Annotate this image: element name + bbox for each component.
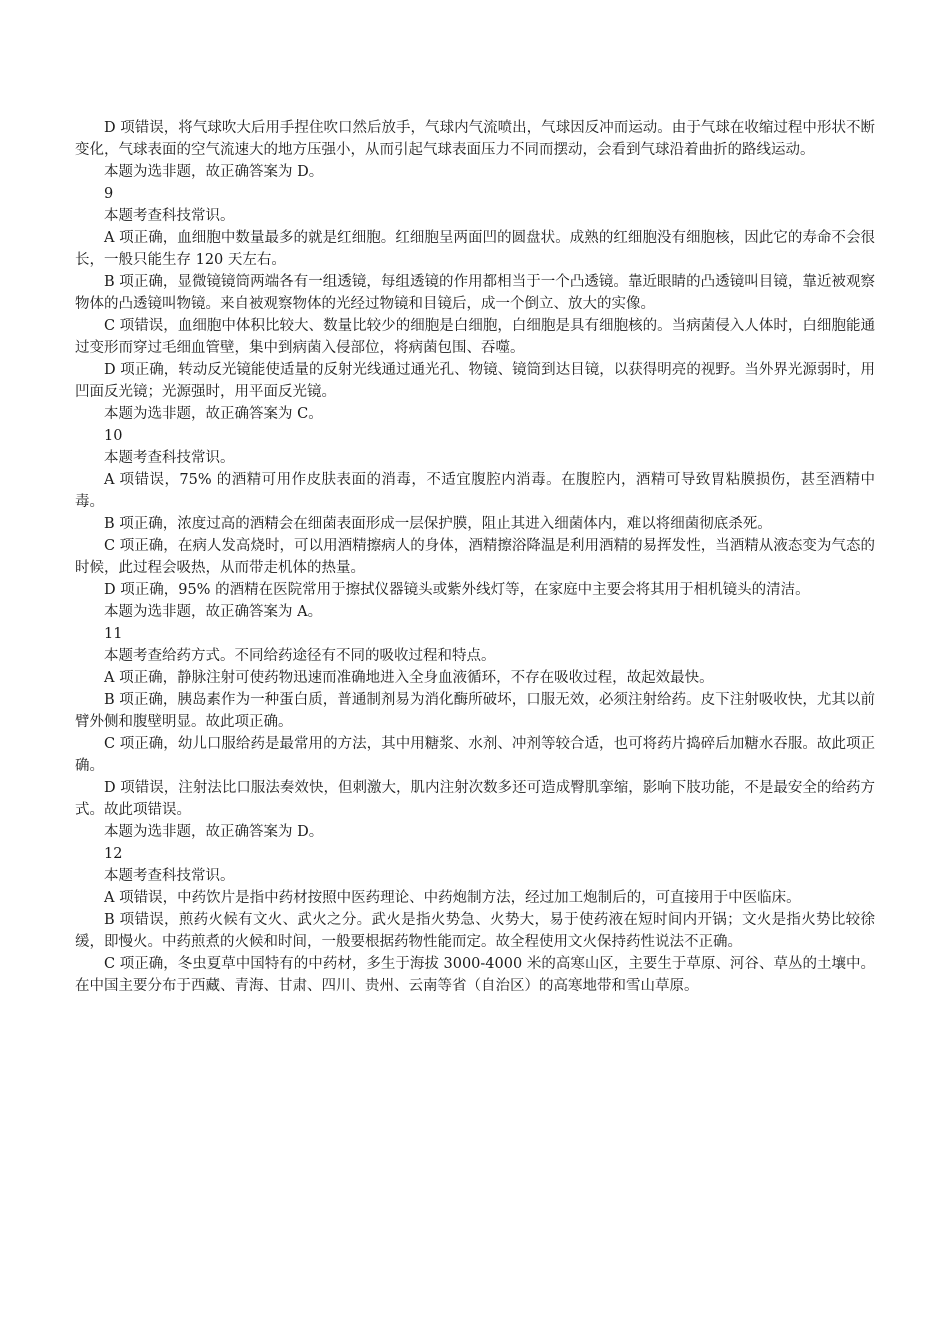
paragraph: A 项错误，75% 的酒精可用作皮肤表面的消毒，不适宜腹腔内消毒。在腹腔内，酒精可导致胃粘膜损伤，甚至酒精中毒。 <box>75 472 875 510</box>
paragraph: C 项错误，血细胞中体积比较大、数量比较少的细胞是白细胞，白细胞是具有细胞核的。当病菌侵入人体时，白细胞能通过变形而穿过毛细血管壁，集中到病菌入侵部位，将病菌包围、吞噬。 <box>75 318 875 356</box>
question-number: 9 <box>104 186 114 202</box>
paragraph: 本题考查给药方式。不同给药途径有不同的吸收过程和特点。 <box>104 648 496 664</box>
paragraph: C 项正确，在病人发高烧时，可以用酒精擦病人的身体，酒精擦浴降温是利用酒精的易挥发性，当酒精从液态变为气态的时候，此过程会吸热，从而带走机体的热量。 <box>75 538 875 576</box>
paragraph: 本题考查科技常识。 <box>104 868 235 884</box>
paragraph: B 项正确，显微镜镜筒两端各有一组透镜，每组透镜的作用都相当于一个凸透镜。靠近眼睛的凸透镜叫目镜，靠近被观察物体的凸透镜叫物镜。来自被观察物体的光经过物镜和目镜后，成一个倒立、放大的实像。 <box>75 274 875 312</box>
question-number: 11 <box>104 626 123 642</box>
answer-line: 本题为选非题，故正确答案为 A。 <box>104 604 323 620</box>
paragraph: B 项错误，煎药火候有文火、武火之分。武火是指火势急、火势大，易于使药液在短时间内开锅；文火是指火势比较徐缓，即慢火。中药煎煮的火候和时间，一般要根据药物性能而定。故全程使用文火保持药性说法不正确。 <box>75 912 875 950</box>
paragraph: D 项错误，将气球吹大后用手捏住吹口然后放手，气球内气流喷出，气球因反冲而运动。由于气球在收缩过程中形状不断变化，气球表面的空气流速大的地方压强小，从而引起气球表面压力不同而摆动，会看到气球沿着曲折的路线运动。 <box>75 120 875 158</box>
paragraph: C 项正确，冬虫夏草中国特有的中药材，多生于海拔 3000-4000 米的高寒山区，主要生于草原、河谷、草丛的土壤中。在中国主要分布于西藏、青海、甘肃、四川、贵州、云南等省（自治区）的高寒地带和雪山草原。 <box>75 956 875 994</box>
paragraph: B 项正确，胰岛素作为一种蛋白质，普通制剂易为消化酶所破坏，口服无效，必须注射给药。皮下注射吸收快，尤其以前臂外侧和腹壁明显。故此项正确。 <box>75 692 875 730</box>
paragraph: A 项正确，血细胞中数量最多的就是红细胞。红细胞呈两面凹的圆盘状。成熟的红细胞没有细胞核，因此它的寿命不会很长，一般只能生存 120 天左右。 <box>75 230 875 268</box>
answer-line: 本题为选非题，故正确答案为 C。 <box>104 406 323 422</box>
answer-line: 本题为选非题，故正确答案为 D。 <box>104 824 324 840</box>
question-number: 10 <box>104 428 123 444</box>
paragraph: 本题考查科技常识。 <box>104 450 235 466</box>
paragraph: D 项正确，95% 的酒精在医院常用于擦拭仪器镜头或紫外线灯等，在家庭中主要会将其用于相机镜头的清洁。 <box>104 582 810 598</box>
paragraph: A 项正确，静脉注射可使药物迅速而准确地进入全身血液循环，不存在吸收过程，故起效最快。 <box>104 670 714 686</box>
paragraph: D 项错误，注射法比口服法奏效快，但刺激大，肌内注射次数多还可造成臀肌挛缩，影响下肢功能，不是最安全的给药方式。故此项错误。 <box>75 780 875 818</box>
paragraph: D 项正确，转动反光镜能使适量的反射光线通过通光孔、物镜、镜筒到达目镜，以获得明亮的视野。当外界光源弱时，用凹面反光镜；光源强时，用平面反光镜。 <box>75 362 875 400</box>
answer-line: 本题为选非题，故正确答案为 D。 <box>104 164 324 180</box>
paragraph: B 项正确，浓度过高的酒精会在细菌表面形成一层保护膜，阻止其进入细菌体内，难以将细菌彻底杀死。 <box>104 516 772 532</box>
paragraph: 本题考查科技常识。 <box>104 208 235 224</box>
paragraph: C 项正确，幼儿口服给药是最常用的方法，其中用糖浆、水剂、冲剂等较合适，也可将药片捣碎后加糖水吞服。故此项正确。 <box>75 736 875 774</box>
question-number: 12 <box>104 846 123 862</box>
paragraph: A 项错误，中药饮片是指中药材按照中医药理论、中药炮制方法，经过加工炮制后的，可直接用于中医临床。 <box>104 890 801 906</box>
document-body <box>75 117 875 997</box>
